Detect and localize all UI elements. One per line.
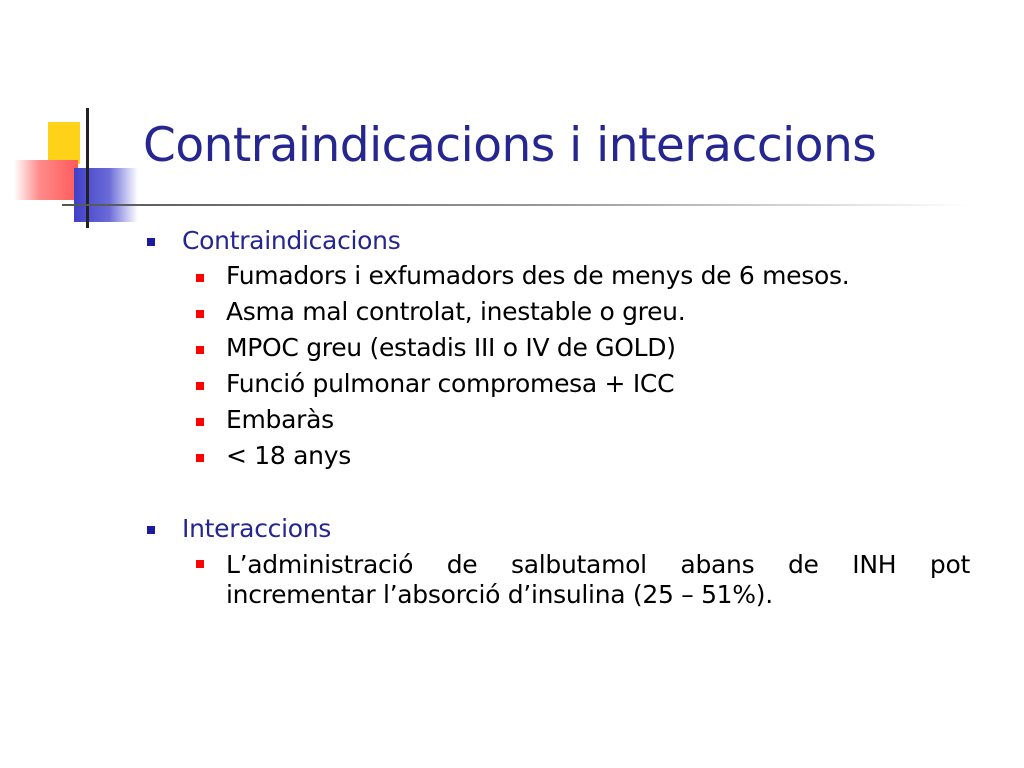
list-item-text: Asma mal controlat, inestable o greu. [226,297,686,326]
section-heading-contraindicacions [140,224,970,258]
red-square [14,160,78,200]
list-item-text: MPOC greu (estadis III o IV de GOLD) [226,333,676,362]
list-item-text: Funció pulmonar compromesa + ICC [226,369,675,398]
list-item [140,438,970,474]
section-heading-text: Interaccions [182,514,332,543]
vertical-line [86,108,89,228]
list-item [140,258,970,294]
square-bullet-icon [196,454,204,462]
list-item-text: Embaràs [226,405,334,434]
list-item [140,546,970,610]
yellow-square [48,122,80,164]
list-item [140,330,970,366]
square-bullet-icon [196,346,204,354]
section-spacer [140,474,970,512]
section-heading-interaccions [140,512,970,546]
contraindicacions-list [140,258,970,474]
blue-square [74,168,138,222]
section-heading-text: Contraindicacions [182,226,401,255]
slide-title: Contraindicacions i interaccions [143,118,877,173]
list-item [140,294,970,330]
square-bullet-icon [196,310,204,318]
square-bullet-icon [196,560,204,568]
title-underline [62,204,968,206]
list-item [140,366,970,402]
list-item-text: Fumadors i exfumadors des de menys de 6 mesos. [226,261,850,290]
square-bullet-icon [196,418,204,426]
square-bullet-icon [196,274,204,282]
list-item-text: L’administració de salbutamol abans de INH pot incrementar l’absorció d’insulina (25 – 51%). [226,550,970,609]
square-bullet-icon [147,238,155,246]
square-bullet-icon [147,526,155,534]
square-bullet-icon [196,382,204,390]
list-item [140,402,970,438]
list-item-text: < 18 anys [226,441,351,470]
interaccions-list [140,546,970,610]
slide-content [140,224,970,610]
